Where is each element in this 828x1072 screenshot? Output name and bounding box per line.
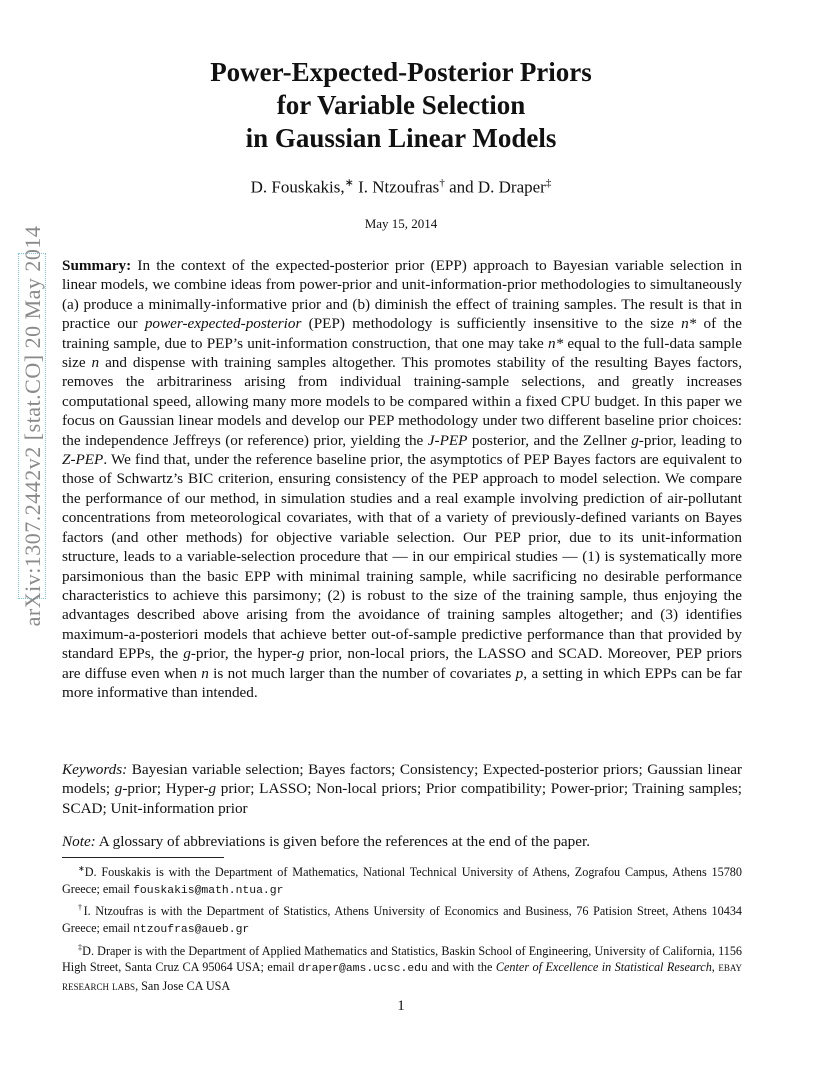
footnote-mark-3[interactable]: ‡ — [545, 177, 552, 189]
footnote-marker: ∗ — [78, 864, 85, 873]
math-var: n — [91, 354, 100, 372]
footnote-text: D. Draper is with the Department of Applied Mathematics and Statistics, Baskin School of Engineering, University of California, 1156 High Street, Santa Cruz CA 95064 USA; email — [62, 943, 743, 975]
footnote-center-name: Center of Excellence in Statistical Research — [495, 960, 712, 975]
summary-text: -prior, leading to — [638, 431, 742, 449]
email-link[interactable]: ntzoufras@aueb.gr — [133, 923, 250, 936]
math-var: g — [114, 780, 123, 798]
footnote-1 — [62, 861, 742, 899]
email-link[interactable]: draper@ams.ucsc.edu — [297, 963, 428, 976]
math-var: p — [515, 664, 524, 682]
title-line-3: in Gaussian Linear Models — [245, 123, 557, 153]
page-number: 1 — [397, 998, 405, 1014]
summary-text: is not much larger than the number of covariates — [208, 664, 516, 682]
footnote-marker: ‡ — [78, 942, 83, 952]
footnote-3 — [62, 940, 742, 995]
footnote-labs-name: ebay research labs — [62, 960, 743, 993]
footnote-mark-2[interactable]: † — [439, 177, 445, 189]
summary-text: . We find that, under the reference baseline prior, the asymptotics of PEP Bayes factors are equivalent to those of Schwartz’s BIC criterion, ensuring consistency of the PEP approach to model selection. We compare the performance of our method, in simulation studies and a real example involving prediction of air-pollutant concentrations from meteorological covariates, with that of a variety of previously-defined variants on Bayes factors (and other methods) for objective variable selection. Our PEP prior, due to its unit-information structure, leads to a variable-selection procedure that — in our empirical studies — (1) is systematically more parsimonious than the basic EPP with minimal training sample, while sacrificing no desirable performance characteristics to achieve this parsimony; (2) is robust to the size of the training sample, thus enjoying the advantages described above arising from the avoidance of training samples altogether; and (3) identifies maximum-a-posteriori models that achieve better out-of-sample predictive performance than that provided by standard EPPs, the — [62, 451, 742, 663]
footnote-mark-1[interactable]: ∗ — [344, 177, 354, 189]
footnotes — [62, 861, 742, 995]
author-ntzoufras: I. Ntzoufras — [353, 177, 440, 197]
footnote-2 — [62, 900, 742, 938]
summary-text: and dispense with training samples altogether. This promotes stability of the resulting Bayes factors, removes the arbitrariness arising from individual training-sample selections, and greatly increases computational speed, allowing many more models to be compared within a fixed CPU budget. In this paper we focus on Gaussian linear models and develop our PEP methodology under two different baseline prior choices: the independence Jeffreys (or reference) prior, yielding the — [62, 354, 742, 449]
paper-title — [0, 56, 802, 155]
math-var: g — [296, 645, 305, 663]
math-var: g — [183, 645, 191, 663]
footnote-text: and with the — [427, 960, 496, 975]
summary-label: Summary: — [62, 257, 132, 274]
summary-text: In the context of the expected-posterior prior (EPP) approach to Bayesian variable selection in linear models, we combine ideas from power-prior and unit-information-prior methodologies to simultaneously (a) produce a minimally-informative prior and (b) diminish the effect of training samples. The result is that in practice our — [62, 257, 742, 333]
footnote-text: I. Ntzoufras is with the Department of Statistics, Athens University of Economics and Business, 76 Patision Street, Athens 10434 Greece; email — [62, 904, 743, 935]
author-draper: and D. Draper — [444, 177, 546, 197]
note-text: A glossary of abbreviations is given before the references at the end of the paper. — [95, 833, 591, 850]
footnote-text: , — [711, 960, 719, 975]
arxiv-stamp[interactable]: arXiv:1307.2442v2 [stat.CO] 20 May 2014 — [20, 225, 45, 627]
glossary-note — [62, 832, 742, 851]
keywords-label: Keywords: — [62, 761, 128, 778]
math-var: g — [631, 431, 639, 449]
keywords-paragraph — [62, 760, 742, 818]
summary-term: Z-PEP — [62, 451, 104, 469]
summary-text: , a setting in which EPPs can be far more informative than intended. — [62, 664, 742, 701]
keywords-text: -prior; Hyper- — [122, 780, 209, 798]
title-line-1: Power-Expected-Posterior Priors — [210, 57, 592, 87]
summary-text: (PEP) methodology is sufficiently insensitive to the size — [301, 315, 682, 333]
keywords-text: Bayesian variable selection; Bayes factors; Consistency; Expected-posterior priors; Gaussian linear models; — [62, 761, 742, 798]
summary-text: of the training sample, due to PEP’s unit-information construction, that one may take — [62, 315, 742, 352]
note-label: Note: — [62, 833, 96, 850]
paper-date: May 15, 2014 — [364, 216, 438, 231]
footnote-rule — [62, 857, 224, 858]
math-var: n* — [547, 334, 564, 352]
footnote-marker: † — [78, 903, 84, 913]
summary-text: posterior, and the Zellner — [467, 431, 632, 449]
footnote-text: D. Fouskakis is with the Department of Mathematics, National Technical University of Athens, Zografou Campus, Athens 15780 Greece; email — [62, 865, 742, 896]
math-var: g — [208, 780, 217, 798]
summary-term: power-expected-posterior — [144, 315, 302, 333]
keywords-text: prior; LASSO; Non-local priors; Prior compatibility; Power-prior; Training samples; SCAD; Unit-information prior — [62, 780, 742, 817]
summary-text: -prior, the hyper- — [190, 645, 297, 663]
summary-text: prior, non-local priors, the LASSO and SCAD. Moreover, PEP priors are diffuse even when — [62, 645, 742, 682]
summary-paragraph — [62, 256, 742, 702]
math-var: n* — [681, 315, 697, 333]
title-line-2: for Variable Selection — [276, 90, 526, 120]
summary-term: J-PEP — [427, 431, 468, 449]
summary-text: equal to the full-data sample size — [62, 334, 742, 372]
author-list — [0, 176, 802, 198]
author-fouskakis: D. Fouskakis, — [250, 177, 345, 197]
math-var: n — [201, 664, 209, 682]
email-link[interactable]: fouskakis@math.ntua.gr — [133, 884, 284, 897]
footnote-text: , San Jose CA USA — [135, 978, 231, 993]
